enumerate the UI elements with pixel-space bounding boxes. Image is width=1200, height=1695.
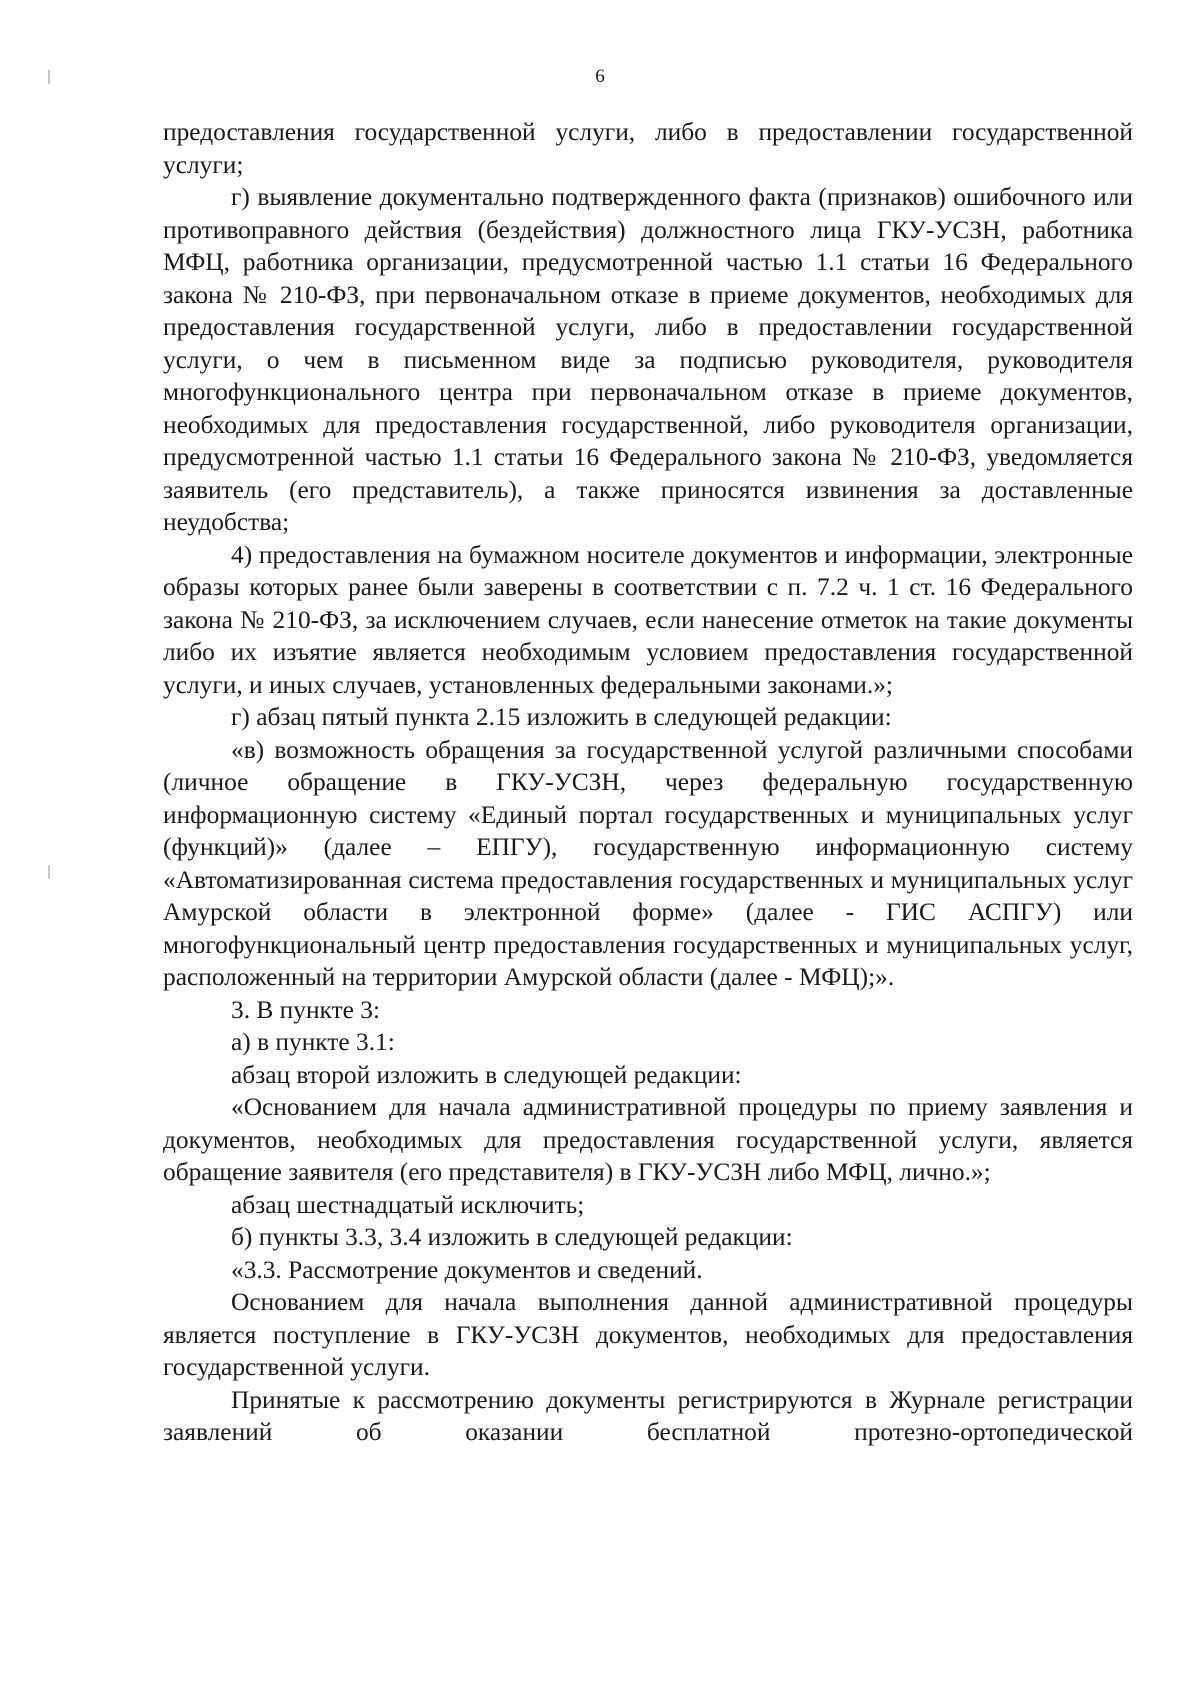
scan-artifact <box>48 865 50 879</box>
page-number: 6 <box>595 66 605 87</box>
paragraph-quoted-methods: «в) возможность обращения за государственной услугой различными способами (личное обращение в ГКУ-УСЗН, через федеральную государственную информационную систему «Единый портал государственных и муниципальных услуг (функций)» (далее – ЕПГУ), государственную информационную систему «Автоматизированная система предоставления государственных и муниципальных услуг Амурской области в электронной форме» (далее - ГИС АСПГУ) или многофункциональный центр предоставления государственных и муниципальных услуг, расположенный на территории Амурской области (далее - МФЦ);». <box>163 735 1133 991</box>
document-body <box>163 116 1133 1449</box>
paragraph-item-4-paper-copies: 4) предоставления на бумажном носителе документов и информации, электронные образы которых ранее были заверены в соответствии с п. 7.2 ч. 1 ст. 16 Федерального закона № 210-ФЗ, за исключением случаев, если нанесение отметок на такие документы либо их изъятие является необходимым условием предоставления государственной услуги, и иных случаев, установленных федеральными законами.»; <box>163 540 1133 699</box>
paragraph-continuation: предоставления государственной услуги, либо в предоставлении государственной услуги; <box>163 118 1133 179</box>
paragraph-item-g-amendment: г) абзац пятый пункта 2.15 изложить в следующей редакции: <box>231 703 892 731</box>
paragraph-registration: Принятые к рассмотрению документы регистрируются в Журнале регистрации заявлений об оказании бесплатной протезно-ортопедической <box>163 1385 1133 1446</box>
paragraph-quoted-basis: «Основанием для начала административной процедуры по приему заявления и документов, необходимых для предоставления государственной услуги, является обращение заявителя (его представителя) в ГКУ-УСЗН либо МФЦ, лично.»; <box>163 1093 1133 1186</box>
paragraph-item-b-3-3-3-4: б) пункты 3.3, 3.4 изложить в следующей редакции: <box>231 1223 793 1251</box>
paragraph-basis-procedure: Основанием для начала выполнения данной административной процедуры является поступление в ГКУ-УСЗН документов, необходимых для предоставления государственной услуги. <box>163 1288 1133 1381</box>
paragraph-heading-3-3: «3.3. Рассмотрение документов и сведений. <box>231 1255 703 1284</box>
paragraph-item-a-3-1: а) в пункте 3.1: <box>231 1028 395 1056</box>
paragraph-item-g-violation: г) выявление документально подтвержденного факта (признаков) ошибочного или противоправного действия (бездействия) должностного лица ГКУ-УСЗН, работника МФЦ, работника организации, предусмотренной частью 1.1 статьи 16 Федерального закона № 210-ФЗ, при первоначальном отказе в приеме документов, необходимых для предоставления государственной услуги, либо в предоставлении государственной услуги, о чем в письменном виде за подписью руководителя, руководителя многофункционального центра при первоначальном отказе в приеме документов, необходимых для предоставления государственной, либо руководителя организации, предусмотренной частью 1.1 статьи 16 Федерального закона № 210-ФЗ, уведомляется заявитель (его представитель), а также приносятся извинения за доставленные неудобства; <box>163 183 1133 536</box>
paragraph-second-abzac: абзац второй изложить в следующей редакции: <box>231 1060 742 1089</box>
paragraph-section-3: 3. В пункте 3: <box>231 995 381 1024</box>
paragraph-sixteenth-abzac: абзац шестнадцатый исключить; <box>231 1190 585 1219</box>
